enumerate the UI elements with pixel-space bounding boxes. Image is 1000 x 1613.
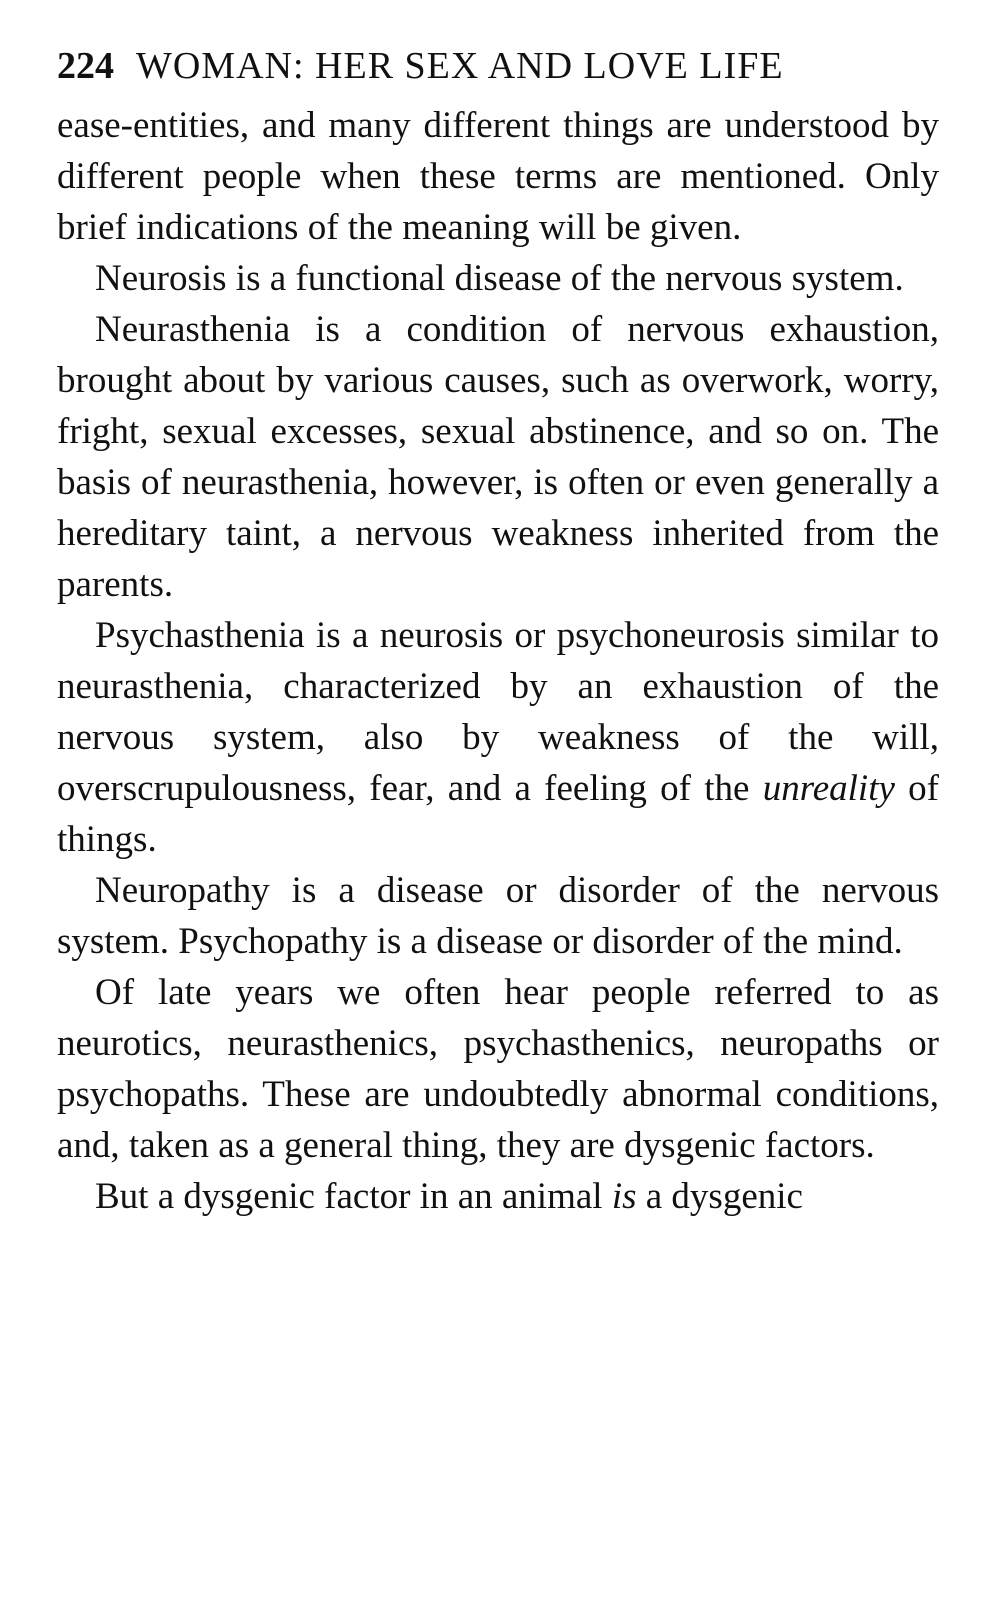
paragraph-text: But a dysgenic factor in an animal (95, 1176, 612, 1217)
paragraph-neurasthenia: Neurasthenia is a condition of nervous exhaustion, brought about by various causes, such as overwork, worry, fright, sexual excesses, sexual abstinence, and so on. The basis of neurasthenia, however, is often or even generally a hereditary taint, a nervous weakness inherited from the parents. (57, 309, 939, 605)
paragraph-dysgenic (57, 1171, 939, 1222)
paragraph-psychasthenia (57, 610, 939, 865)
paragraph-text: of things. (57, 768, 940, 860)
paragraph-text: Psychasthenia is a neurosis or psychoneurosis similar to neurasthenia, characterized by an exhaustion of the nervous system, also by weakness of the will, overscrupulousness, fear, and a feeling of the (57, 615, 939, 809)
book-page (57, 36, 939, 1222)
emphasis-is: is (611, 1176, 637, 1217)
paragraph-neurosis: Neurosis is a functional disease of the nervous system. (95, 258, 904, 299)
book-title: WOMAN: HER SEX AND LOVE LIFE (136, 45, 784, 87)
running-head (57, 36, 939, 96)
page-number: 224 (57, 45, 114, 87)
paragraph-text: a dysgenic (636, 1176, 803, 1217)
body-text (57, 100, 939, 1222)
emphasis-unreality: unreality (762, 768, 895, 809)
paragraph-continuation: ease-entities, and many different things are understood by different people when these terms are mentioned. Only brief indications of the meaning will be given. (57, 105, 939, 248)
paragraph-neuropathy: Neuropathy is a disease or disorder of the nervous system. Psychopathy is a disease or disorder of the mind. (57, 870, 939, 962)
paragraph-neurotics: Of late years we often hear people referred to as neurotics, neurasthenics, psychasthenics, neuropaths or psychopaths. These are undoubtedly abnormal conditions, and, taken as a general thing, they are dysgenic factors. (57, 972, 939, 1166)
